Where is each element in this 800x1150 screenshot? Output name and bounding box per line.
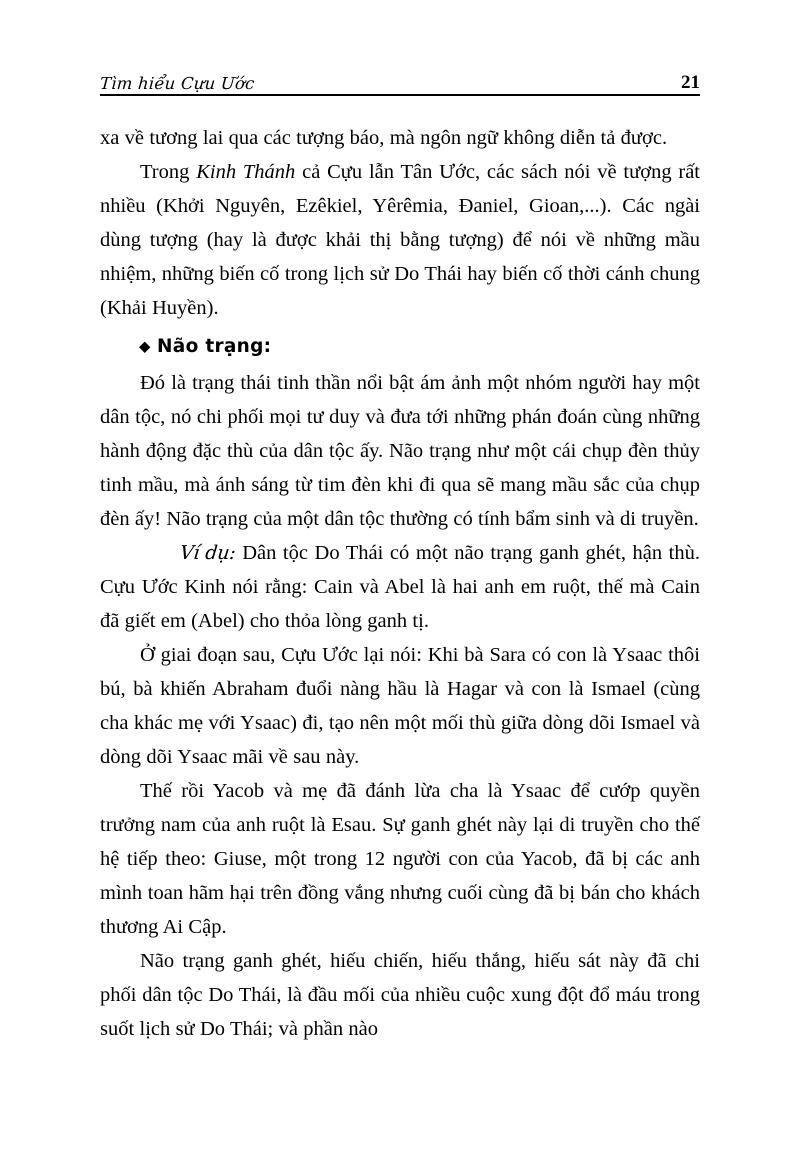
paragraph-2-lead: Trong — [140, 161, 197, 183]
book-title: Tìm hiểu Cựu Ước — [99, 73, 256, 93]
page-number: 21 — [681, 72, 700, 93]
paragraph-6 — [100, 774, 700, 944]
diamond-bullet-icon — [139, 342, 150, 353]
paragraph-4 — [100, 536, 700, 638]
paragraph-2 — [100, 155, 700, 325]
paragraph-6-text: Thế rồi Yacob và mẹ đã đánh lừa cha là Ysaac để cướp quyền trưởng nam của anh ruột là Esau. Sự ganh ghét này lại di truyền cho thế hệ tiếp theo: Giuse, một trong 12 người con của Yacob, đã bị các anh mình toan hãm hại trên đồng vắng nhưng cuối cùng đã bị bán cho khách thương Ai Cập. — [100, 780, 700, 938]
paragraph-5-text: Ở giai đoạn sau, Cựu Ước lại nói: Khi bà Sara có con là Ysaac thôi bú, bà khiến Abraham đuổi nàng hầu là Hagar và con là Ismael (cùng cha khác mẹ với Ysaac) đi, tạo nên một mối thù giữa dòng dõi Ismael và dòng dõi Ysaac mãi về sau này. — [100, 644, 700, 768]
paragraph-1-text: xa về tương lai qua các tượng báo, mà ngôn ngữ không diễn tả được. — [100, 127, 668, 149]
paragraph-3 — [100, 366, 700, 536]
paragraph-4-text: Dân tộc Do Thái có một não trạng ganh ghét, hận thù. Cựu Ước Kinh nói rằng: Cain và Abel là hai anh em ruột, thế mà Cain đã giết em (Abel) cho thỏa lòng ganh tị. — [100, 542, 700, 632]
paragraph-2-text: cả Cựu lẫn Tân Ước, các sách nói về tượng rất nhiều (Khởi Nguyên, Ezêkiel, Yêrêmia, Đaniel, Gioan,...). Các ngài dùng tượng (hay là được khải thị bằng tượng) để nói về những mầu nhiệm, những biến cố trong lịch sử Do Thái hay biến cố thời cánh chung (Khải Huyền). — [100, 161, 700, 319]
paragraph-5 — [100, 638, 700, 774]
body-text-column — [100, 121, 700, 1046]
running-header — [100, 58, 700, 92]
scripture-title-emphasis: Kinh Thánh — [196, 161, 296, 183]
header-rule — [100, 58, 700, 96]
subheading-nao-trang — [100, 330, 700, 364]
subheading-label: Não trạng: — [157, 336, 272, 357]
paragraph-7-text: Não trạng ganh ghét, hiếu chiến, hiếu thắng, hiếu sát này đã chi phối dân tộc Do Thái, là đầu mối của nhiều cuộc xung đột đổ máu trong suốt lịch sử Do Thái; và phần nào — [100, 950, 700, 1040]
paragraph-1 — [100, 121, 700, 155]
paragraph-3-text: Đó là trạng thái tinh thần nổi bật ám ảnh một nhóm người hay một dân tộc, nó chi phối mọi tư duy và đưa tới những phán đoán cùng những hành động đặc thù của dân tộc ấy. Não trạng như một cái chụp đèn thủy tinh mầu, mà ánh sáng từ tim đèn khi đi qua sẽ mang mầu sắc của chụp đèn ấy! Não trạng của một dân tộc thường có tính bẩm sinh và di truyền. — [100, 372, 700, 530]
paragraph-7 — [100, 944, 700, 1046]
example-lead-in: Ví dụ: — [178, 542, 237, 564]
